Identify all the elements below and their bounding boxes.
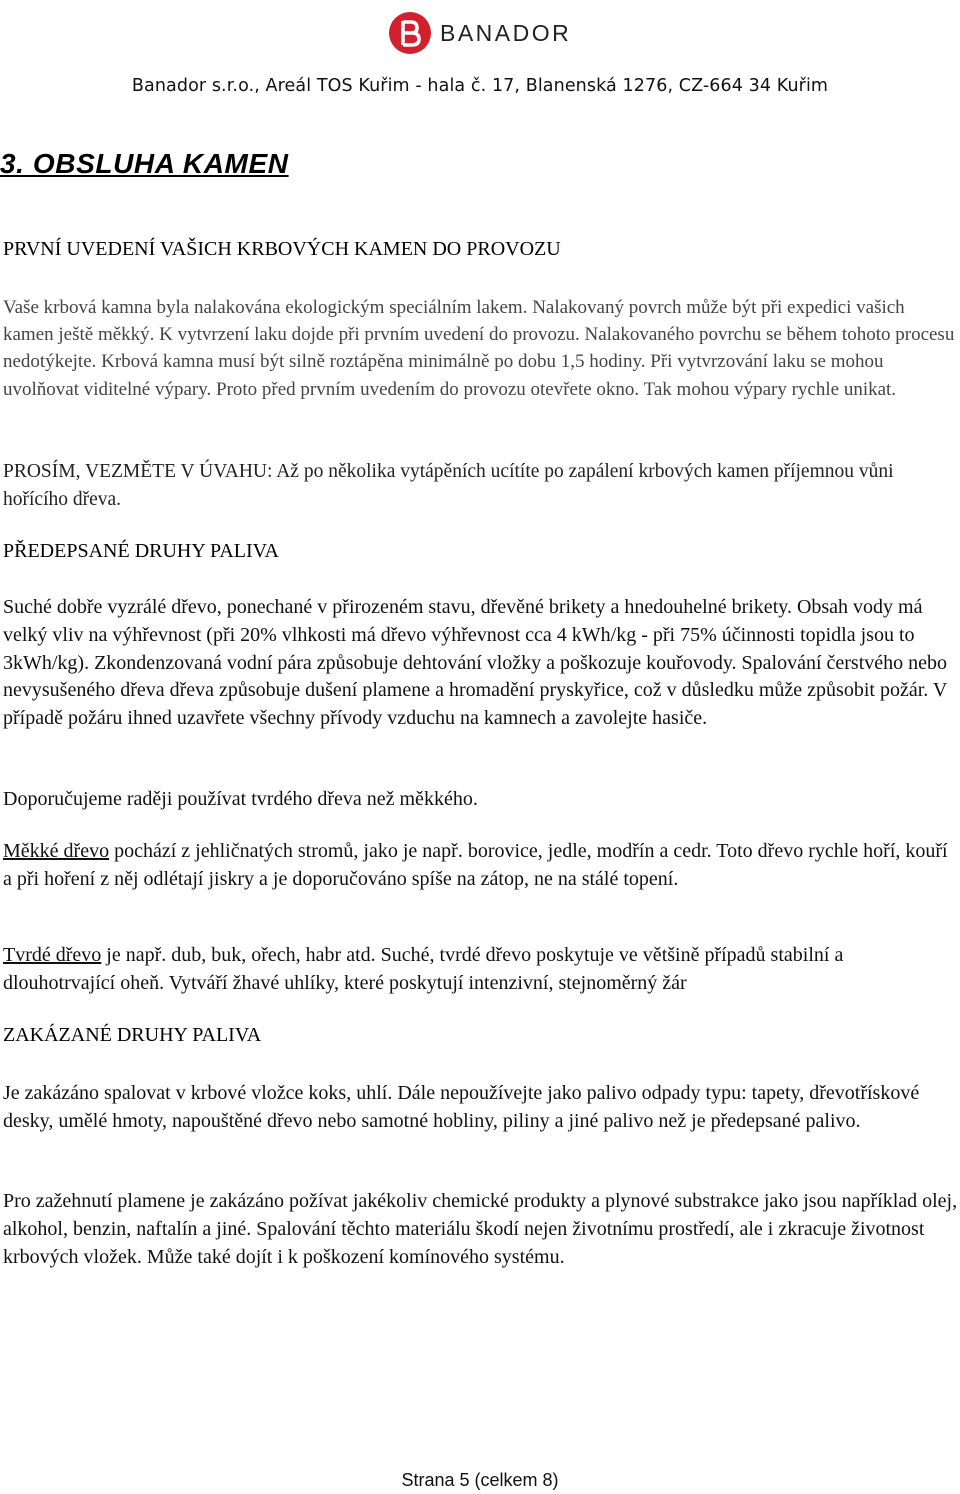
- paragraph-hardwood: [3, 942, 960, 998]
- page-number: Strana 5 (celkem 8): [401, 1470, 559, 1490]
- paragraph-softwood: [3, 838, 960, 894]
- section-heading-prescribed-fuel: PŘEDEPSANÉ DRUHY PALIVA: [3, 540, 279, 562]
- banador-logo-icon: [388, 11, 432, 55]
- hardwood-term: Tvrdé dřevo: [3, 944, 102, 966]
- hardwood-text: je např. dub, buk, ořech, habr atd. Suché, tvrdé dřevo poskytuje ve většině případů stabilní a dlouhotrvající oheň. Vytváří žhavé uhlíky, které poskytují intenzivní, stejnoměrný žár: [3, 944, 844, 994]
- chapter-title: 3. OBSLUHA KAMEN: [0, 148, 289, 179]
- logo-text: BANADOR: [440, 19, 572, 46]
- company-address: Banador s.r.o., Areál TOS Kuřim - hala č. 17, Blanenská 1276, CZ-664 34 Kuřim: [131, 76, 829, 96]
- paragraph-note: PROSÍM, VEZMĚTE V ÚVAHU: Až po několika vytápěních ucítíte po zapálení krbových kamen příjemnou vůni hořícího dřeva.: [3, 461, 894, 510]
- paragraph-prescribed-fuel: Suché dobře vyzrálé dřevo, ponechané v přirozeném stavu, dřevěné brikety a hnedouhelné brikety. Obsah vody má velký vliv na výhřevnost (při 20% vlhkosti má dřevo výhřevnost cca 4 kWh/kg - při 75% účinnosti topidla jsou to 3kWh/kg). Zkondenzovaná vodní pára způsobuje dehtování vložky a poškozuje kouřovody. Spalování čerstvého nebo nevysušeného dřeva dřeva způsobuje dušení plamene a hromadění pryskyřice, což v důsledku může způsobit požár. V případě požáru ihned uzavřete všechny přívody vzduchu na kamnech a zavolejte hasiče.: [3, 596, 948, 730]
- paragraph-recommendation: Doporučujeme raději používat tvrdého dřeva než měkkého.: [3, 788, 478, 810]
- section-heading-first-use: PRVNÍ UVEDENÍ VAŠICH KRBOVÝCH KAMEN DO PROVOZU: [3, 238, 561, 260]
- paragraph-forbidden-fuel: Je zakázáno spalovat v krbové vložce koks, uhlí. Dále nepoužívejte jako palivo odpady typu: tapety, dřevotřískové desky, umělé hmoty, napouštěné dřevo nebo samotné hobliny, piliny a jiné palivo než je předepsané palivo.: [3, 1082, 920, 1132]
- section-heading-forbidden-fuel: ZAKÁZANÉ DRUHY PALIVA: [3, 1024, 262, 1046]
- softwood-text: pochází z jehličnatých stromů, jako je např. borovice, jedle, modřín a cedr. Toto dřevo rychle hoří, kouří a při hoření z něj odlétají jiskry a je doporučováno spíše na zátop, ne na stálé topení.: [3, 840, 948, 890]
- softwood-term: Měkké dřevo: [3, 840, 110, 862]
- paragraph-first-use: Vaše krbová kamna byla nalakována ekologickým speciálním lakem. Nalakovaný povrch může být při expedici vašich kamen ještě měkký. K vytvrzení laku dojde při prvním uvedení do provozu. Nalakovaného povrchu se během tohoto procesu nedotýkejte. Krbová kamna musí být silně roztápěna minimálně po dobu 1,5 hodiny. Při vytvrzování laku se mohou uvolňovat viditelné výpary. Proto před prvním uvedením do provozu otevřete okno. Tak mohou výpary rychle unikat.: [3, 297, 955, 400]
- paragraph-ignition: Pro zažehnutí plamene je zakázáno požívat jakékoliv chemické produkty a plynové substrakce jako jsou například olej, alkohol, benzin, naftalín a jiné. Spalování těchto materiálu škodí nejen životnímu prostředí, ale i zkracuje životnost krbových vložek. Může také dojít i k poškození komínového systému.: [3, 1190, 958, 1268]
- banador-logo: [388, 8, 571, 58]
